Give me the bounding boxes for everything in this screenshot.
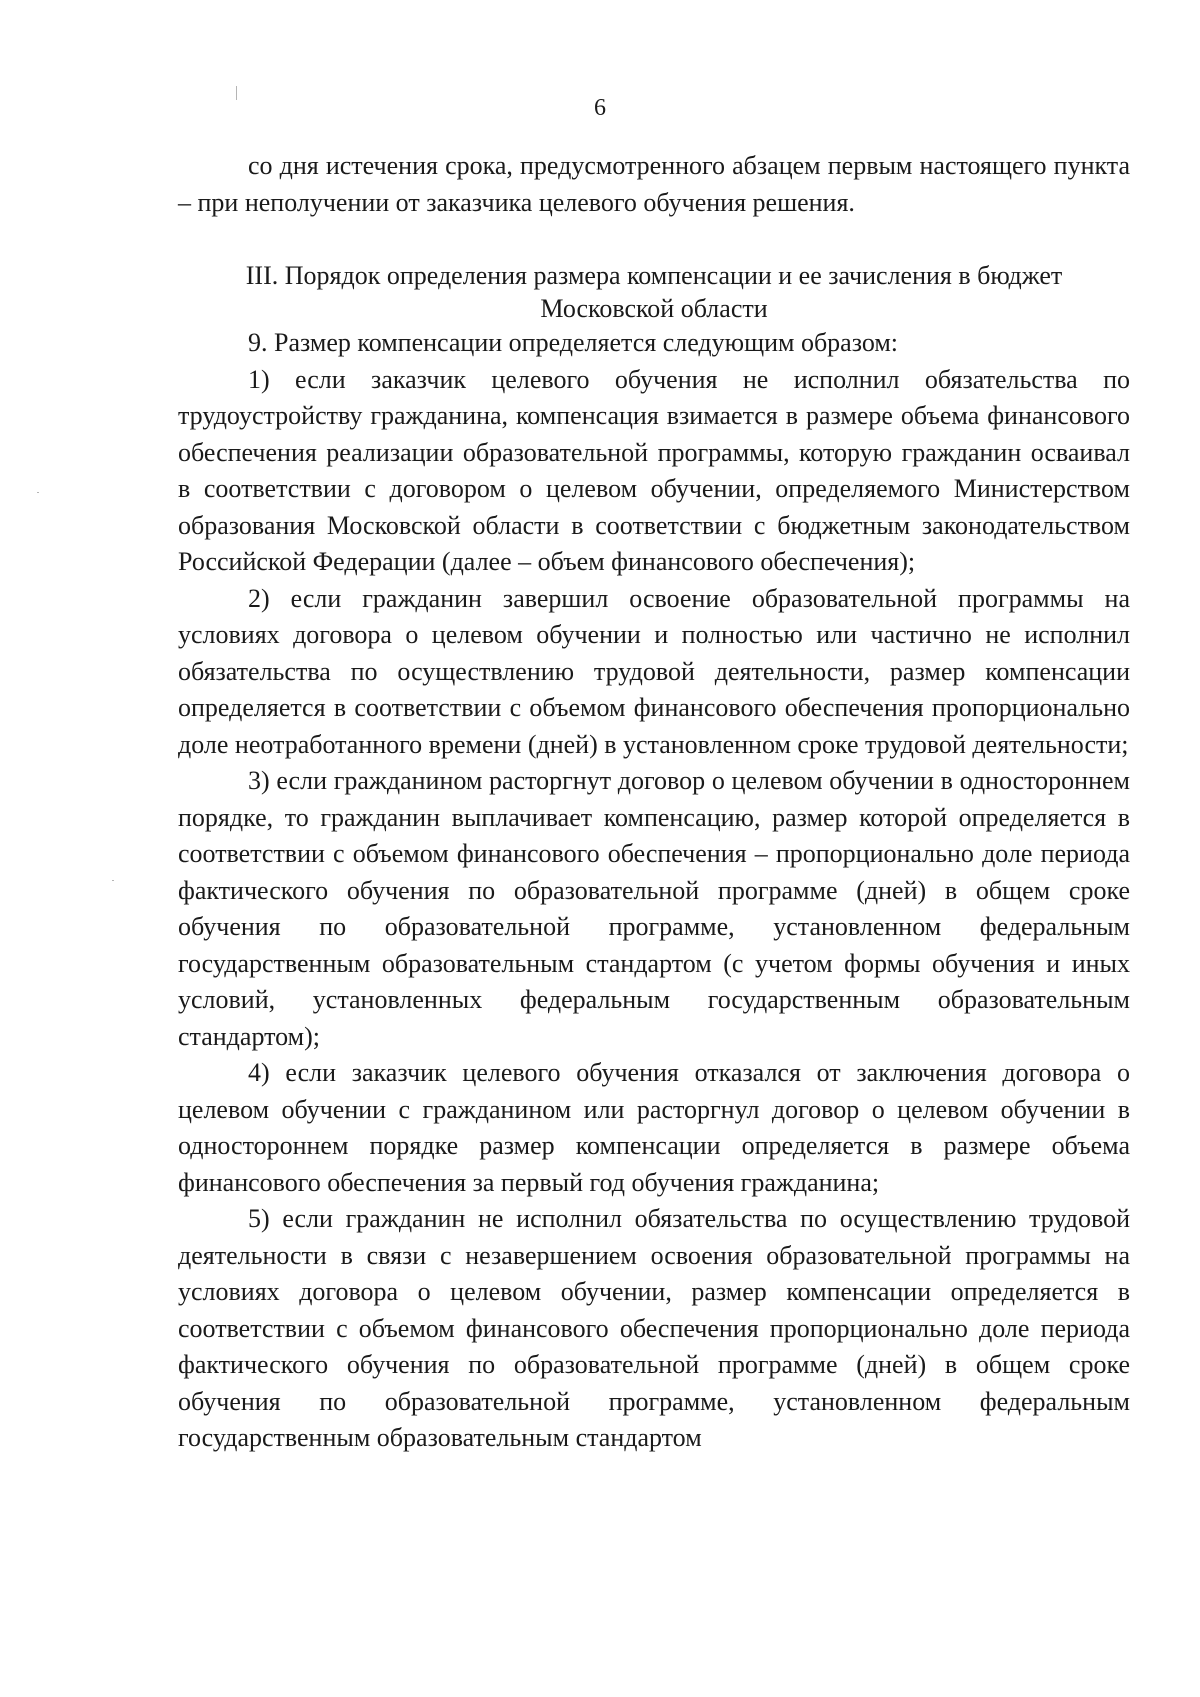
scan-artifact-left-1	[37, 492, 39, 493]
document-body	[178, 148, 1130, 1457]
section-heading-line-1: III. Порядок определения размера компенсации и ее зачисления в бюджет	[245, 261, 1063, 290]
list-item-3: 3) если гражданином расторгнут договор о целевом обучении в одностороннем порядке, то гражданин выплачивает компенсацию, размер которой определяется в соответствии с объемом финансового обеспечения – пропорционально доле периода фактического обучения по образовательной программе (дней) в общем сроке обучения по образовательной программе, установленном федеральным государственным образовательным стандартом (с учетом формы обучения и иных условий, установленных федеральным государственным образовательным стандартом);	[178, 766, 1130, 1051]
list-item-2: 2) если гражданин завершил освоение образовательной программы на условиях договора о целевом обучении и полностью или частично не исполнил обязательства по осуществлению трудовой деятельности, размер компенсации определяется в соответствии с объемом финансового обеспечения пропорционально доле неотработанного времени (дней) в установленном сроке трудовой деятельности;	[178, 583, 1130, 759]
section-heading-line-2: Московской области	[540, 294, 768, 323]
paragraph-9: 9. Размер компенсации определяется следующим образом:	[248, 328, 899, 357]
section-heading	[178, 259, 1130, 325]
scan-artifact-left-2	[112, 880, 114, 881]
page-number: 6	[594, 95, 606, 121]
list-item-1: 1) если заказчик целевого обучения не исполнил обязательства по трудоустройству гражданина, компенсация взимается в размере объема финансового обеспечения реализации образовательной программы, которую гражданин осваивал в соответствии с договором о целевом обучении, определяемого Министерством образования Московской области в соответствии с бюджетным законодательством Российской Федерации (далее – объем финансового обеспечения);	[178, 364, 1130, 576]
intro-paragraph: со дня истечения срока, предусмотренного абзацем первым настоящего пункта – при неполучении от заказчика целевого обучения решения.	[178, 151, 1130, 217]
list-item-4: 4) если заказчик целевого обучения отказался от заключения договора о целевом обучении с гражданином или расторгнул договор о целевом обучении в одностороннем порядке размер компенсации определяется в размере объема финансового обеспечения за первый год обучения гражданина;	[178, 1058, 1130, 1197]
list-item-5: 5) если гражданин не исполнил обязательства по осуществлению трудовой деятельности в связи с незавершением освоения образовательной программы на условиях договора о целевом обучении, размер компенсации определяется в соответствии с объемом финансового обеспечения пропорционально доле периода фактического обучения по образовательной программе (дней) в общем сроке обучения по образовательной программе, установленном федеральным государственным образовательным стандартом	[178, 1204, 1130, 1452]
